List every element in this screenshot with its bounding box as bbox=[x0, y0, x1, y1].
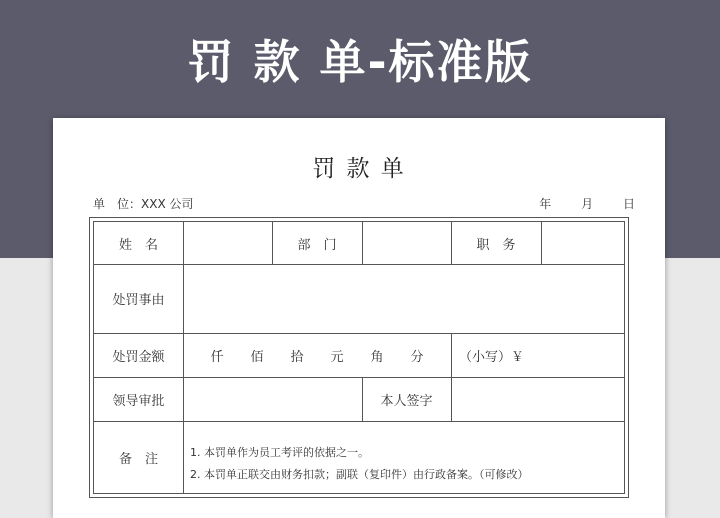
year-label: 年 bbox=[539, 197, 552, 211]
form-table bbox=[89, 217, 629, 498]
unit-ten: 拾 bbox=[290, 349, 304, 365]
position-label: 职 务 bbox=[476, 237, 516, 253]
company-unit: 单 位：XXX 公司 bbox=[93, 197, 194, 211]
position-input[interactable] bbox=[541, 222, 624, 264]
approval-input[interactable] bbox=[183, 377, 362, 421]
approval-label: 领导审批 bbox=[112, 393, 165, 409]
day-label: 日 bbox=[622, 197, 635, 211]
department-label: 部 门 bbox=[297, 237, 337, 253]
reason-label: 处罚事由 bbox=[112, 293, 165, 308]
remark-note-1: 1. 本罚单作为员工考评的依据之一。 bbox=[190, 446, 369, 459]
banner-title: 罚 款 单-标准版 bbox=[187, 35, 533, 89]
form-table-inner bbox=[93, 221, 625, 494]
signature-label: 本人签字 bbox=[380, 393, 433, 409]
name-input[interactable] bbox=[183, 222, 272, 264]
amount-small-label: （小写）￥ bbox=[459, 349, 525, 365]
amount-label: 处罚金额 bbox=[112, 349, 165, 365]
month-label: 月 bbox=[581, 197, 594, 211]
reason-input[interactable] bbox=[183, 264, 624, 333]
name-label: 姓 名 bbox=[118, 237, 158, 253]
form-title: 罚 款 单 bbox=[312, 156, 406, 182]
unit-thousand: 仟 bbox=[210, 349, 224, 365]
department-input[interactable] bbox=[362, 222, 451, 264]
remark-note-2: 2. 本罚单正联交由财务扣款；副联（复印件）由行政备案。（可修改） bbox=[190, 468, 529, 481]
signature-input[interactable] bbox=[451, 377, 624, 421]
unit-fen: 分 bbox=[410, 349, 424, 365]
date-field[interactable] bbox=[513, 195, 635, 212]
unit-yuan: 元 bbox=[330, 349, 344, 365]
amount-uppercase-input[interactable] bbox=[183, 333, 451, 377]
penalty-form-sheet bbox=[53, 118, 665, 518]
amount-lowercase-input[interactable] bbox=[451, 333, 624, 377]
unit-hundred: 佰 bbox=[250, 349, 264, 365]
unit-jiao: 角 bbox=[370, 349, 384, 365]
remark-label: 备 注 bbox=[118, 451, 158, 467]
